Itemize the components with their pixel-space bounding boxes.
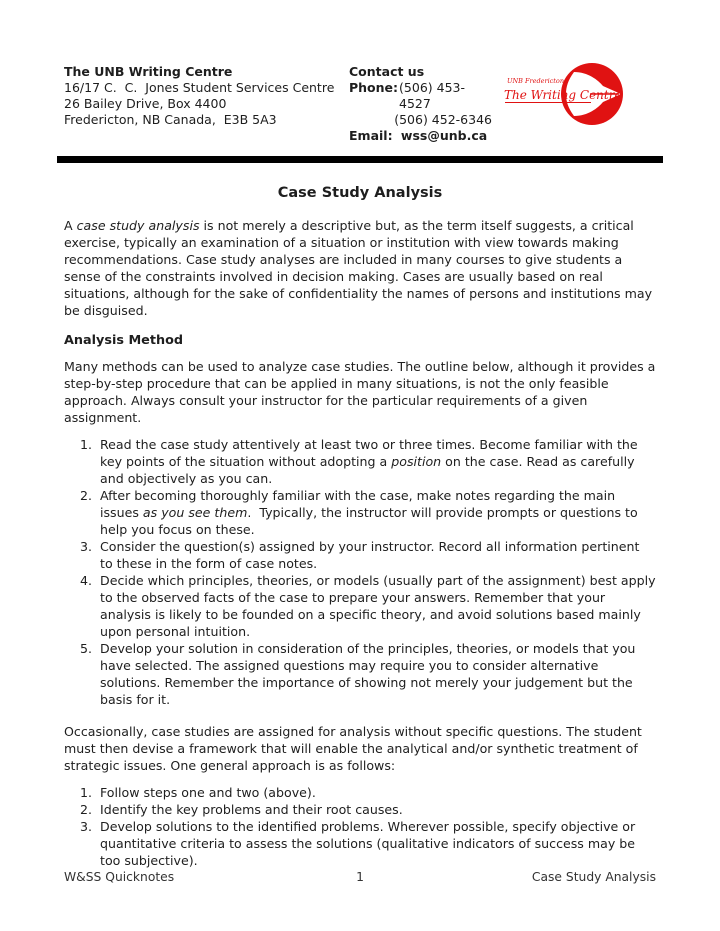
logo bbox=[492, 60, 656, 130]
writing-centre-logo-icon bbox=[504, 60, 656, 130]
intro-text-rest: is not merely a descriptive but, as the term itself suggests, a critical exercise, typically an examination of a situation or institution with view towards making recommendations. Case study analyses are included in many courses to give students a sense of the constraints involved in decision making. Cases are usually based on real situations, although for the sake of confidentiality the names of persons and institutions may be disguised. bbox=[64, 218, 657, 318]
phone-number-2: (506) 452-6346 bbox=[394, 112, 492, 127]
general-steps-list bbox=[64, 784, 656, 869]
footer-series-name: W&SS Quicknotes bbox=[64, 870, 175, 884]
general-approach-paragraph: Occasionally, case studies are assigned for analysis without specific questions. The student must then devise a framework that will enable the analytical and/or synthetic treatment of strategic issues. One general approach is as follows: bbox=[64, 724, 642, 773]
list-item bbox=[64, 487, 656, 538]
footer-document-title: Case Study Analysis bbox=[531, 870, 656, 884]
intro-text: A bbox=[64, 218, 77, 233]
divider-bar bbox=[57, 156, 663, 163]
org-address-line-3: Fredericton, NB Canada, E3B 5A3 bbox=[64, 112, 277, 127]
method-steps-list bbox=[64, 436, 660, 708]
list-item-number: 3. bbox=[79, 539, 92, 554]
org-address-line-2: 26 Bailey Drive, Box 4400 bbox=[64, 96, 227, 111]
list-item-number: 4. bbox=[79, 573, 92, 588]
list-item-text: Read the case study attentively at least two or three times. Become familiar with the key points of the situation without adopting a position on the case. Read as carefully and objectively as you can. bbox=[100, 437, 642, 486]
phone-label: Phone: bbox=[349, 80, 399, 95]
footer-page-number: 1 bbox=[356, 870, 364, 884]
page-title: Case Study Analysis bbox=[277, 185, 443, 201]
list-item-number: 1. bbox=[79, 437, 92, 452]
list-item-text: Develop your solution in consideration of the principles, theories, or models that you have selected. The assigned questions may require you to consider alternative solutions. Remember the importance of showing not merely your judgement but the basis for it. bbox=[100, 641, 640, 707]
logo-script-name: The Writing Centre bbox=[504, 88, 622, 102]
email-value: wss@unb.ca bbox=[400, 128, 488, 143]
list-item-number: 2. bbox=[79, 488, 92, 503]
list-item bbox=[64, 640, 656, 708]
method-intro-paragraph: Many methods can be used to analyze case studies. The outline below, although it provides a step-by-step procedure that can be applied in many situations, is not the only feasible approach. Always consult your instructor for the particular requirements of a given assignment. bbox=[64, 359, 656, 425]
list-item-number: 2. bbox=[79, 802, 92, 817]
list-item bbox=[64, 538, 656, 572]
logo-tagline: UNB Fredericton bbox=[507, 77, 565, 85]
list-item bbox=[64, 436, 656, 487]
list-item-text: After becoming thoroughly familiar with the case, make notes regarding the main issues as you see them. Typically, the instructor will provide prompts or questions to help you focus on these. bbox=[100, 488, 642, 537]
intro-italic-term: case study analysis bbox=[76, 218, 200, 233]
phone-number-1: (506) 453-4527 bbox=[399, 80, 465, 111]
contact-phone-line-1 bbox=[349, 80, 492, 112]
list-item bbox=[64, 818, 656, 869]
letterhead bbox=[64, 64, 656, 144]
page-footer bbox=[64, 870, 656, 884]
contact-heading: Contact us bbox=[349, 64, 425, 79]
org-name: The UNB Writing Centre bbox=[64, 64, 233, 79]
section-heading-analysis-method: Analysis Method bbox=[64, 333, 184, 348]
list-item bbox=[64, 801, 656, 818]
list-item bbox=[64, 784, 656, 801]
org-address-block bbox=[64, 64, 349, 128]
list-item-text: Decide which principles, theories, or models (usually part of the assignment) best apply to the observed facts of the case to prepare your answers. Remember that your analysis is likely to be founded on a specific theory, and avoid solutions based mainly upon personal intuition. bbox=[100, 573, 660, 639]
contact-block bbox=[349, 64, 492, 144]
list-item-text: Consider the question(s) assigned by your instructor. Record all information pertinent to these in the form of case notes. bbox=[100, 539, 644, 571]
list-item-number: 1. bbox=[79, 785, 92, 800]
email-label: Email: bbox=[349, 128, 393, 143]
list-item-text: Develop solutions to the identified problems. Wherever possible, specify objective or quantitative criteria to assess the solutions (qualitative indicators of success may be too subjective). bbox=[100, 819, 636, 868]
list-item-text: Identify the key problems and their root causes. bbox=[100, 802, 403, 817]
list-item-number: 5. bbox=[79, 641, 92, 656]
list-item-text: Follow steps one and two (above). bbox=[100, 785, 316, 800]
contact-email-line bbox=[349, 128, 492, 144]
list-item-number: 3. bbox=[79, 819, 92, 834]
list-item bbox=[64, 572, 660, 640]
intro-paragraph bbox=[64, 217, 656, 319]
org-address-line-1: 16/17 C. C. Jones Student Services Centre bbox=[64, 80, 335, 95]
